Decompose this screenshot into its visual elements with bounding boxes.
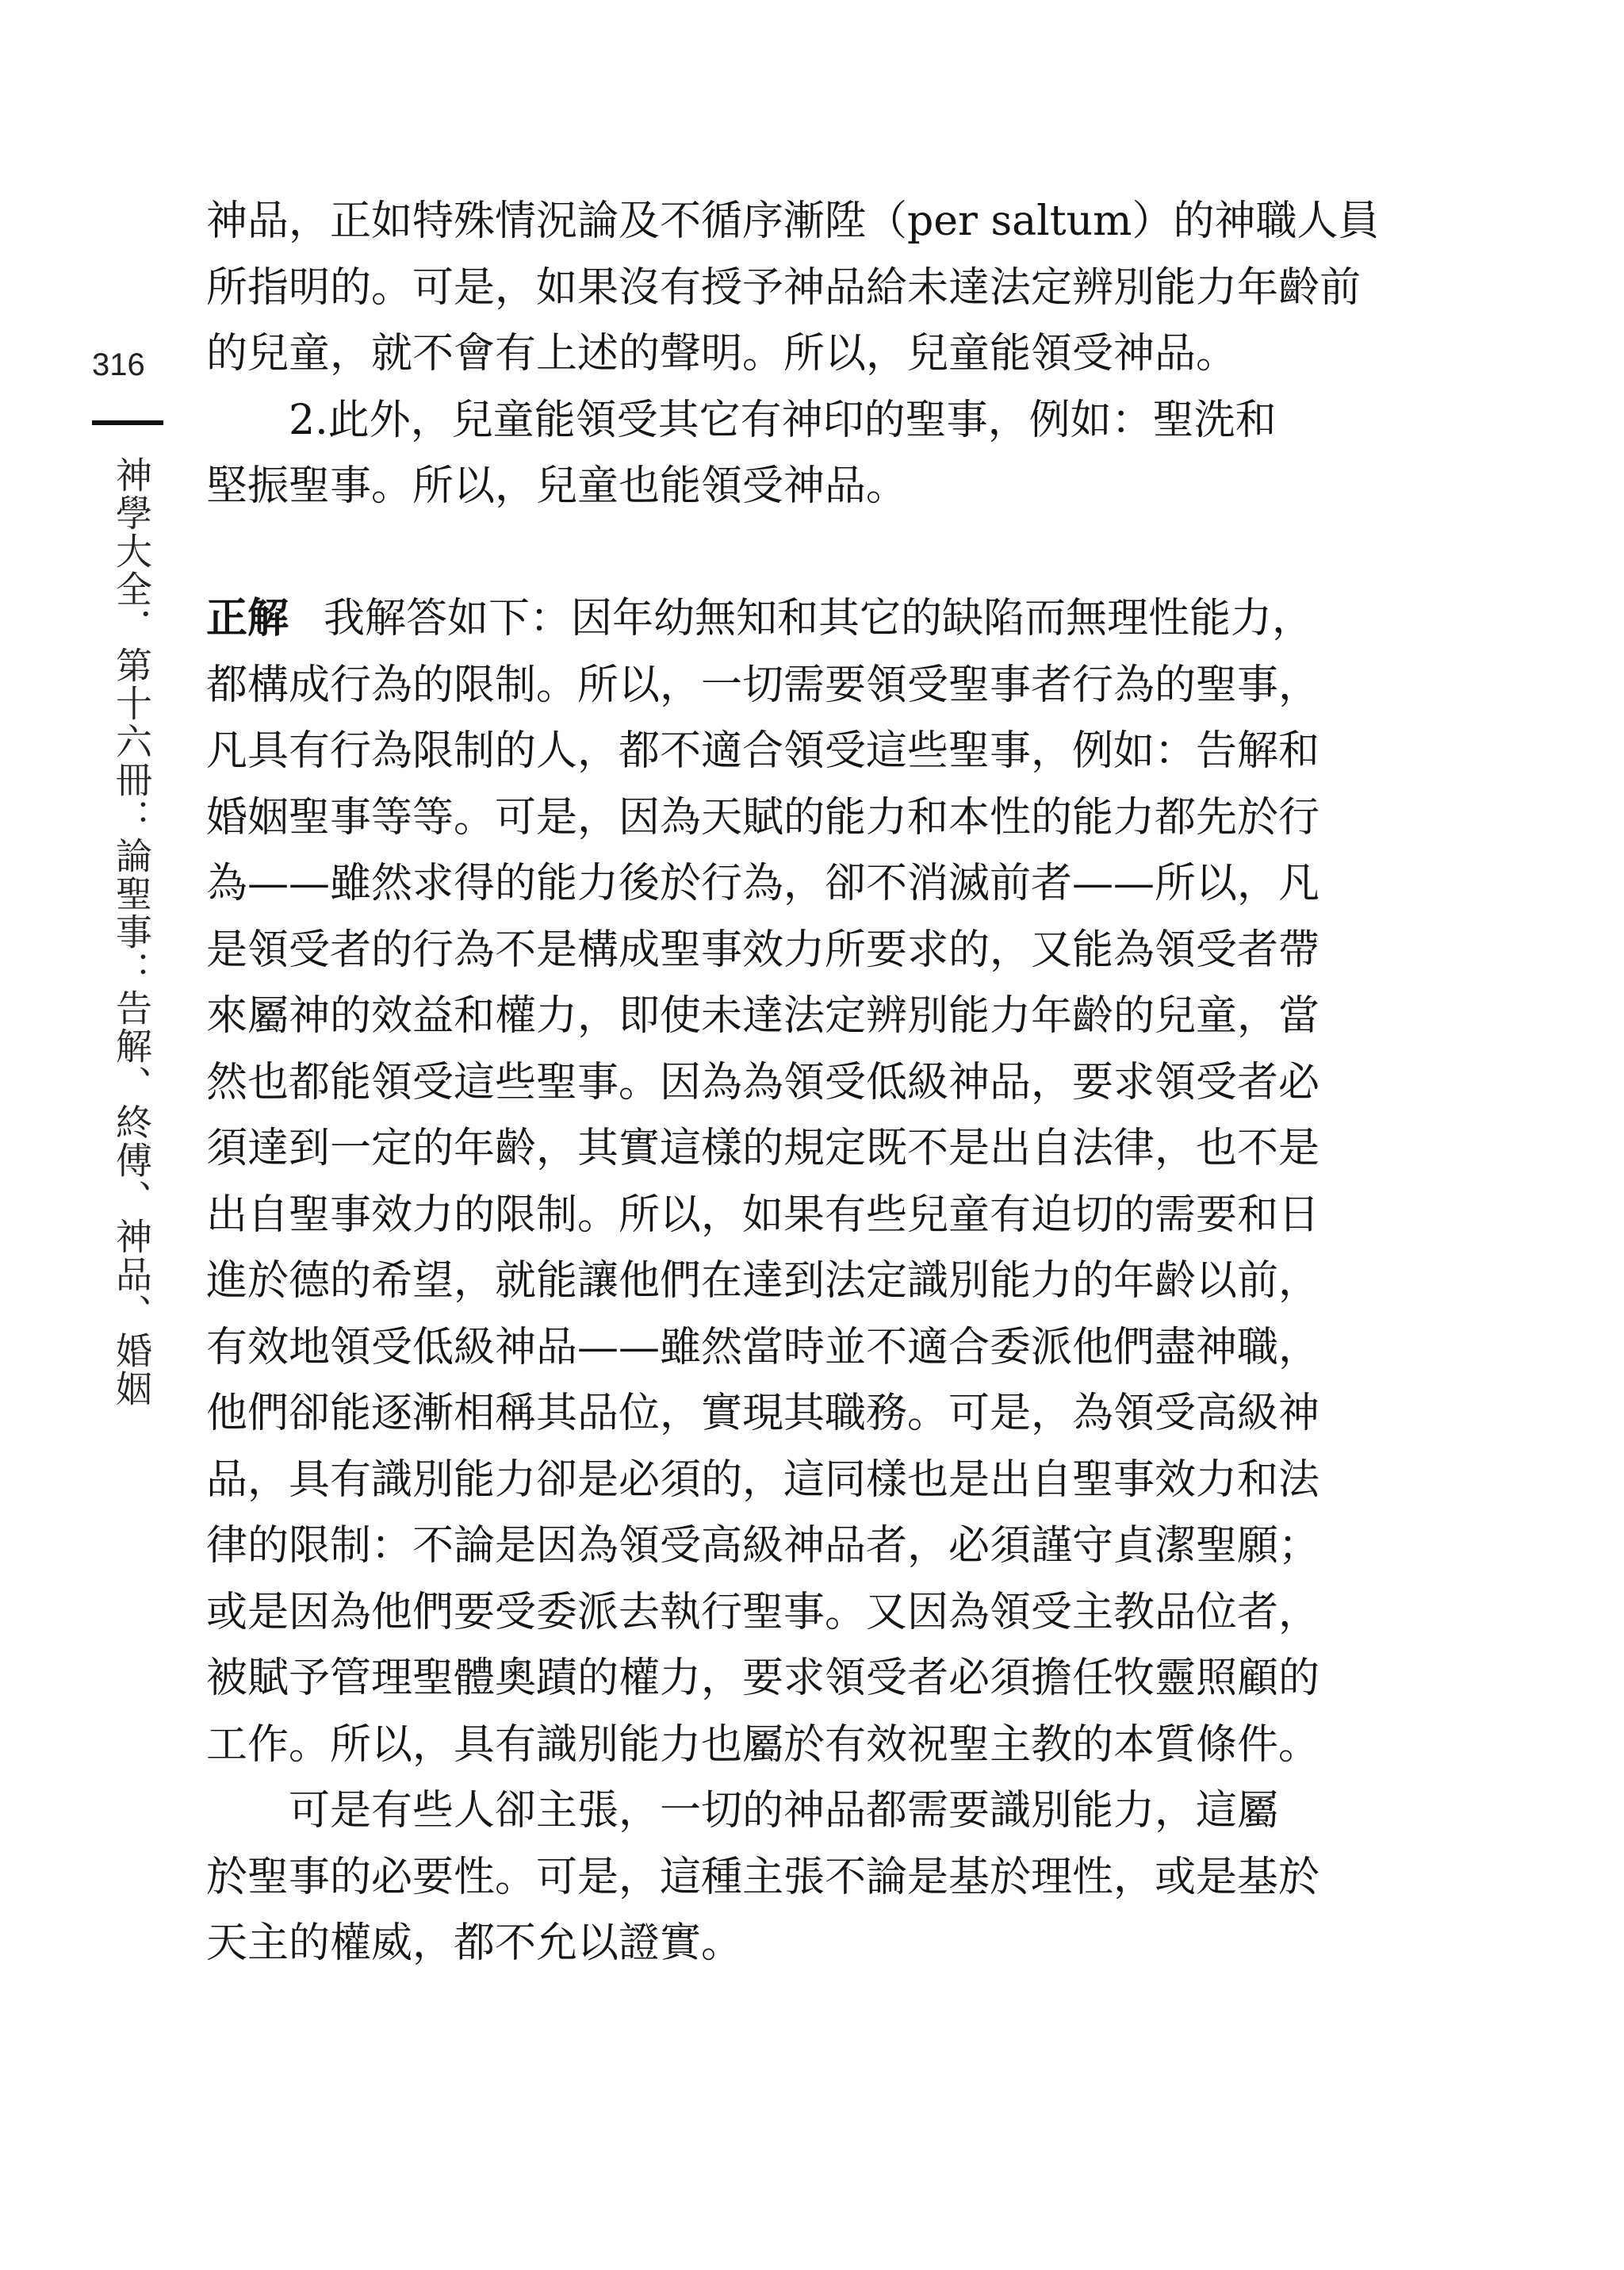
running-head: 神學大全．第十六冊：論聖事：告解、終傅、神品、婚姻 <box>110 456 153 1408</box>
text-line: 被賦予管理聖體奧蹟的權力，要求領受者必須擔任牧靈照顧的 <box>206 1655 1320 1702</box>
page-number: 316 <box>92 347 145 382</box>
paragraph-gap <box>206 520 1332 587</box>
text-line: 他們卻能逐漸相稱其品位，實現其職務。可是，為領受高級神 <box>206 1390 1320 1437</box>
text-line: 神品，正如特殊情況論及不循序漸陞（per saltum）的神職人員 <box>206 197 1380 245</box>
text-line: 凡具有行為限制的人，都不適合領受這些聖事，例如：告解和 <box>206 727 1320 775</box>
text-line: 工作。所以，具有識別能力也屬於有效祝聖主教的本質條件。 <box>206 1720 1320 1769</box>
text-line: 所指明的。可是，如果沒有授予神品給未達法定辨別能力年齡前 <box>206 263 1362 312</box>
text-line: 然也都能領受這些聖事。因為為領受低級神品，要求領受者必 <box>206 1058 1320 1106</box>
margin-rule <box>92 420 163 425</box>
answer-label: 正解 <box>206 595 289 642</box>
answer-first-line <box>206 586 1332 653</box>
text-line: 都構成行為的限制。所以，一切需要領受聖事者行為的聖事， <box>206 661 1320 709</box>
answer-first-text: 我解答如下：因年幼無知和其它的缺陷而無理性能力， <box>324 595 1314 642</box>
text-line: 於聖事的必要性。可是，這種主張不論是基於理性，或是基於 <box>206 1853 1320 1901</box>
text-line: 須達到一定的年齡，其實這樣的規定既不是出自法律，也不是 <box>206 1125 1320 1172</box>
text-line: 婚姻聖事等等。可是，因為天賦的能力和本性的能力都先於行 <box>206 793 1320 842</box>
text-line: 可是有些人卻主張，一切的神品都需要識別能力，這屬 <box>206 1787 1279 1835</box>
text-line: 堅振聖事。所以，兒童也能領受神品。 <box>206 462 908 510</box>
text-line: 品，具有識別能力卻是必須的，這同樣也是出自聖事效力和法 <box>206 1455 1320 1504</box>
text-line: 來屬神的效益和權力，即使未達法定辨別能力年齡的兒童，當 <box>206 992 1320 1040</box>
text-body <box>206 189 1380 1977</box>
text-line: 的兒童，就不會有上述的聲明。所以，兒童能領受神品。 <box>206 330 1238 378</box>
text-line: 2.此外，兒童能領受其它有神印的聖事，例如：聖洗和 <box>206 396 1277 444</box>
text-line: 出自聖事效力的限制。所以，如果有些兒童有迫切的需要和日 <box>206 1191 1320 1239</box>
text-line: 或是因為他們要受委派去執行聖事。又因為領受主教品位者， <box>206 1588 1320 1636</box>
text-line: 為——雖然求得的能力後於行為，卻不消滅前者——所以，凡 <box>206 860 1320 907</box>
text-line: 天主的權威，都不允以證實。 <box>206 1919 743 1967</box>
text-line: 有效地領受低級神品——雖然當時並不適合委派他們盡神職， <box>206 1323 1320 1371</box>
text-line: 進於德的希望，就能讓他們在達到法定識別能力的年齡以前， <box>206 1257 1320 1305</box>
text-line: 律的限制：不論是因為領受高級神品者，必須謹守貞潔聖願； <box>206 1522 1320 1570</box>
text-line: 是領受者的行為不是構成聖事效力所要求的，又能為領受者帶 <box>206 926 1320 974</box>
